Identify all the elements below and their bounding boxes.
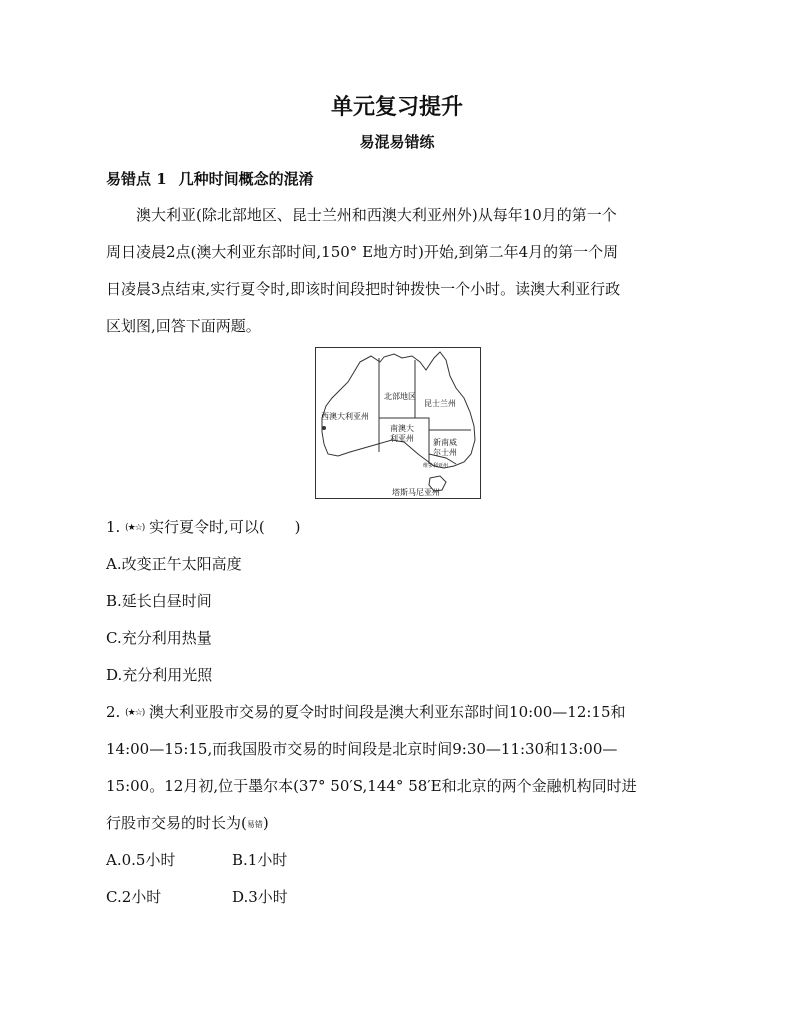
question-2-line-4 xyxy=(106,812,269,833)
question-2-line-3: 15:00。12月初,位于墨尔本(37° 50′S,144° 58′E和北京的两个金融机构同时进 xyxy=(106,777,637,795)
intro-line-3: 日凌晨3点结束,实行夏令时,即该时间段把时钟拨快一个小时。读澳大利亚行政 xyxy=(106,280,621,298)
error-prone-tag: 易错 xyxy=(246,820,263,829)
intro-line-4: 区划图,回答下面两题。 xyxy=(106,317,261,335)
q1-option-b[interactable]: B.延长白昼时间 xyxy=(106,592,212,610)
section-label: 易错点 1 xyxy=(106,170,167,188)
question-2-stem-1: 澳大利亚股市交易的夏令时时间段是澳大利亚东部时间10:00—12:15和 xyxy=(149,703,626,721)
australia-map xyxy=(315,347,481,499)
question-2-line-1 xyxy=(106,701,626,722)
page-subtitle: 易混易错练 xyxy=(359,133,435,151)
question-2-stem-4: 行股市交易的时长为( xyxy=(106,814,247,832)
label-victoria: 维多利亚州 xyxy=(423,463,449,469)
question-1-number: 1. xyxy=(106,518,121,536)
section-name: 几种时间概念的混淆 xyxy=(178,170,314,188)
q1-option-a[interactable]: A.改变正午太阳高度 xyxy=(106,555,242,573)
border-qld-nsw xyxy=(415,418,471,430)
q2-option-c[interactable]: C.2小时 xyxy=(106,888,162,906)
label-nsw-2: 尔士州 xyxy=(433,448,457,457)
question-1-stem: 实行夏令时,可以( ) xyxy=(149,518,301,536)
label-south-australia-1: 南澳大 xyxy=(390,424,414,433)
question-1 xyxy=(106,516,301,537)
intro-line-1: 澳大利亚(除北部地区、昆士兰州和西澳大利亚州外)从每年10月的第一个 xyxy=(136,206,617,224)
section-heading xyxy=(106,168,314,189)
label-north-territory: 北部地区 xyxy=(384,392,416,401)
label-south-australia-2: 利亚州 xyxy=(390,434,414,443)
difficulty-star-icon: (★☆) xyxy=(125,523,145,533)
question-2-close: ) xyxy=(262,814,269,832)
label-queensland: 昆士兰州 xyxy=(424,399,456,408)
intro-line-2: 周日凌晨2点(澳大利亚东部时间,150° E地方时)开始,到第二年4月的第一个周 xyxy=(106,243,619,261)
q2-option-b[interactable]: B.1小时 xyxy=(232,851,288,869)
label-nsw-1: 新南威 xyxy=(433,438,457,447)
label-tasmania: 塔斯马尼亚州 xyxy=(392,488,440,497)
q1-option-d[interactable]: D.充分利用光照 xyxy=(106,666,213,684)
q2-option-a[interactable]: A.0.5小时 xyxy=(106,851,176,869)
australia-map-drawing xyxy=(316,348,482,500)
west-coast-mark xyxy=(322,426,326,430)
page-title: 单元复习提升 xyxy=(330,94,463,120)
label-western-australia: 西澳大利亚州 xyxy=(321,412,369,421)
question-2-line-2: 14:00—15:15,而我国股市交易的时间段是北京时间9:30—11:30和13:00— xyxy=(106,740,618,758)
difficulty-star-icon-2: (★☆) xyxy=(125,708,145,718)
q2-option-d[interactable]: D.3小时 xyxy=(232,888,288,906)
q1-option-c[interactable]: C.充分利用热量 xyxy=(106,629,212,647)
question-2-number: 2. xyxy=(106,703,121,721)
